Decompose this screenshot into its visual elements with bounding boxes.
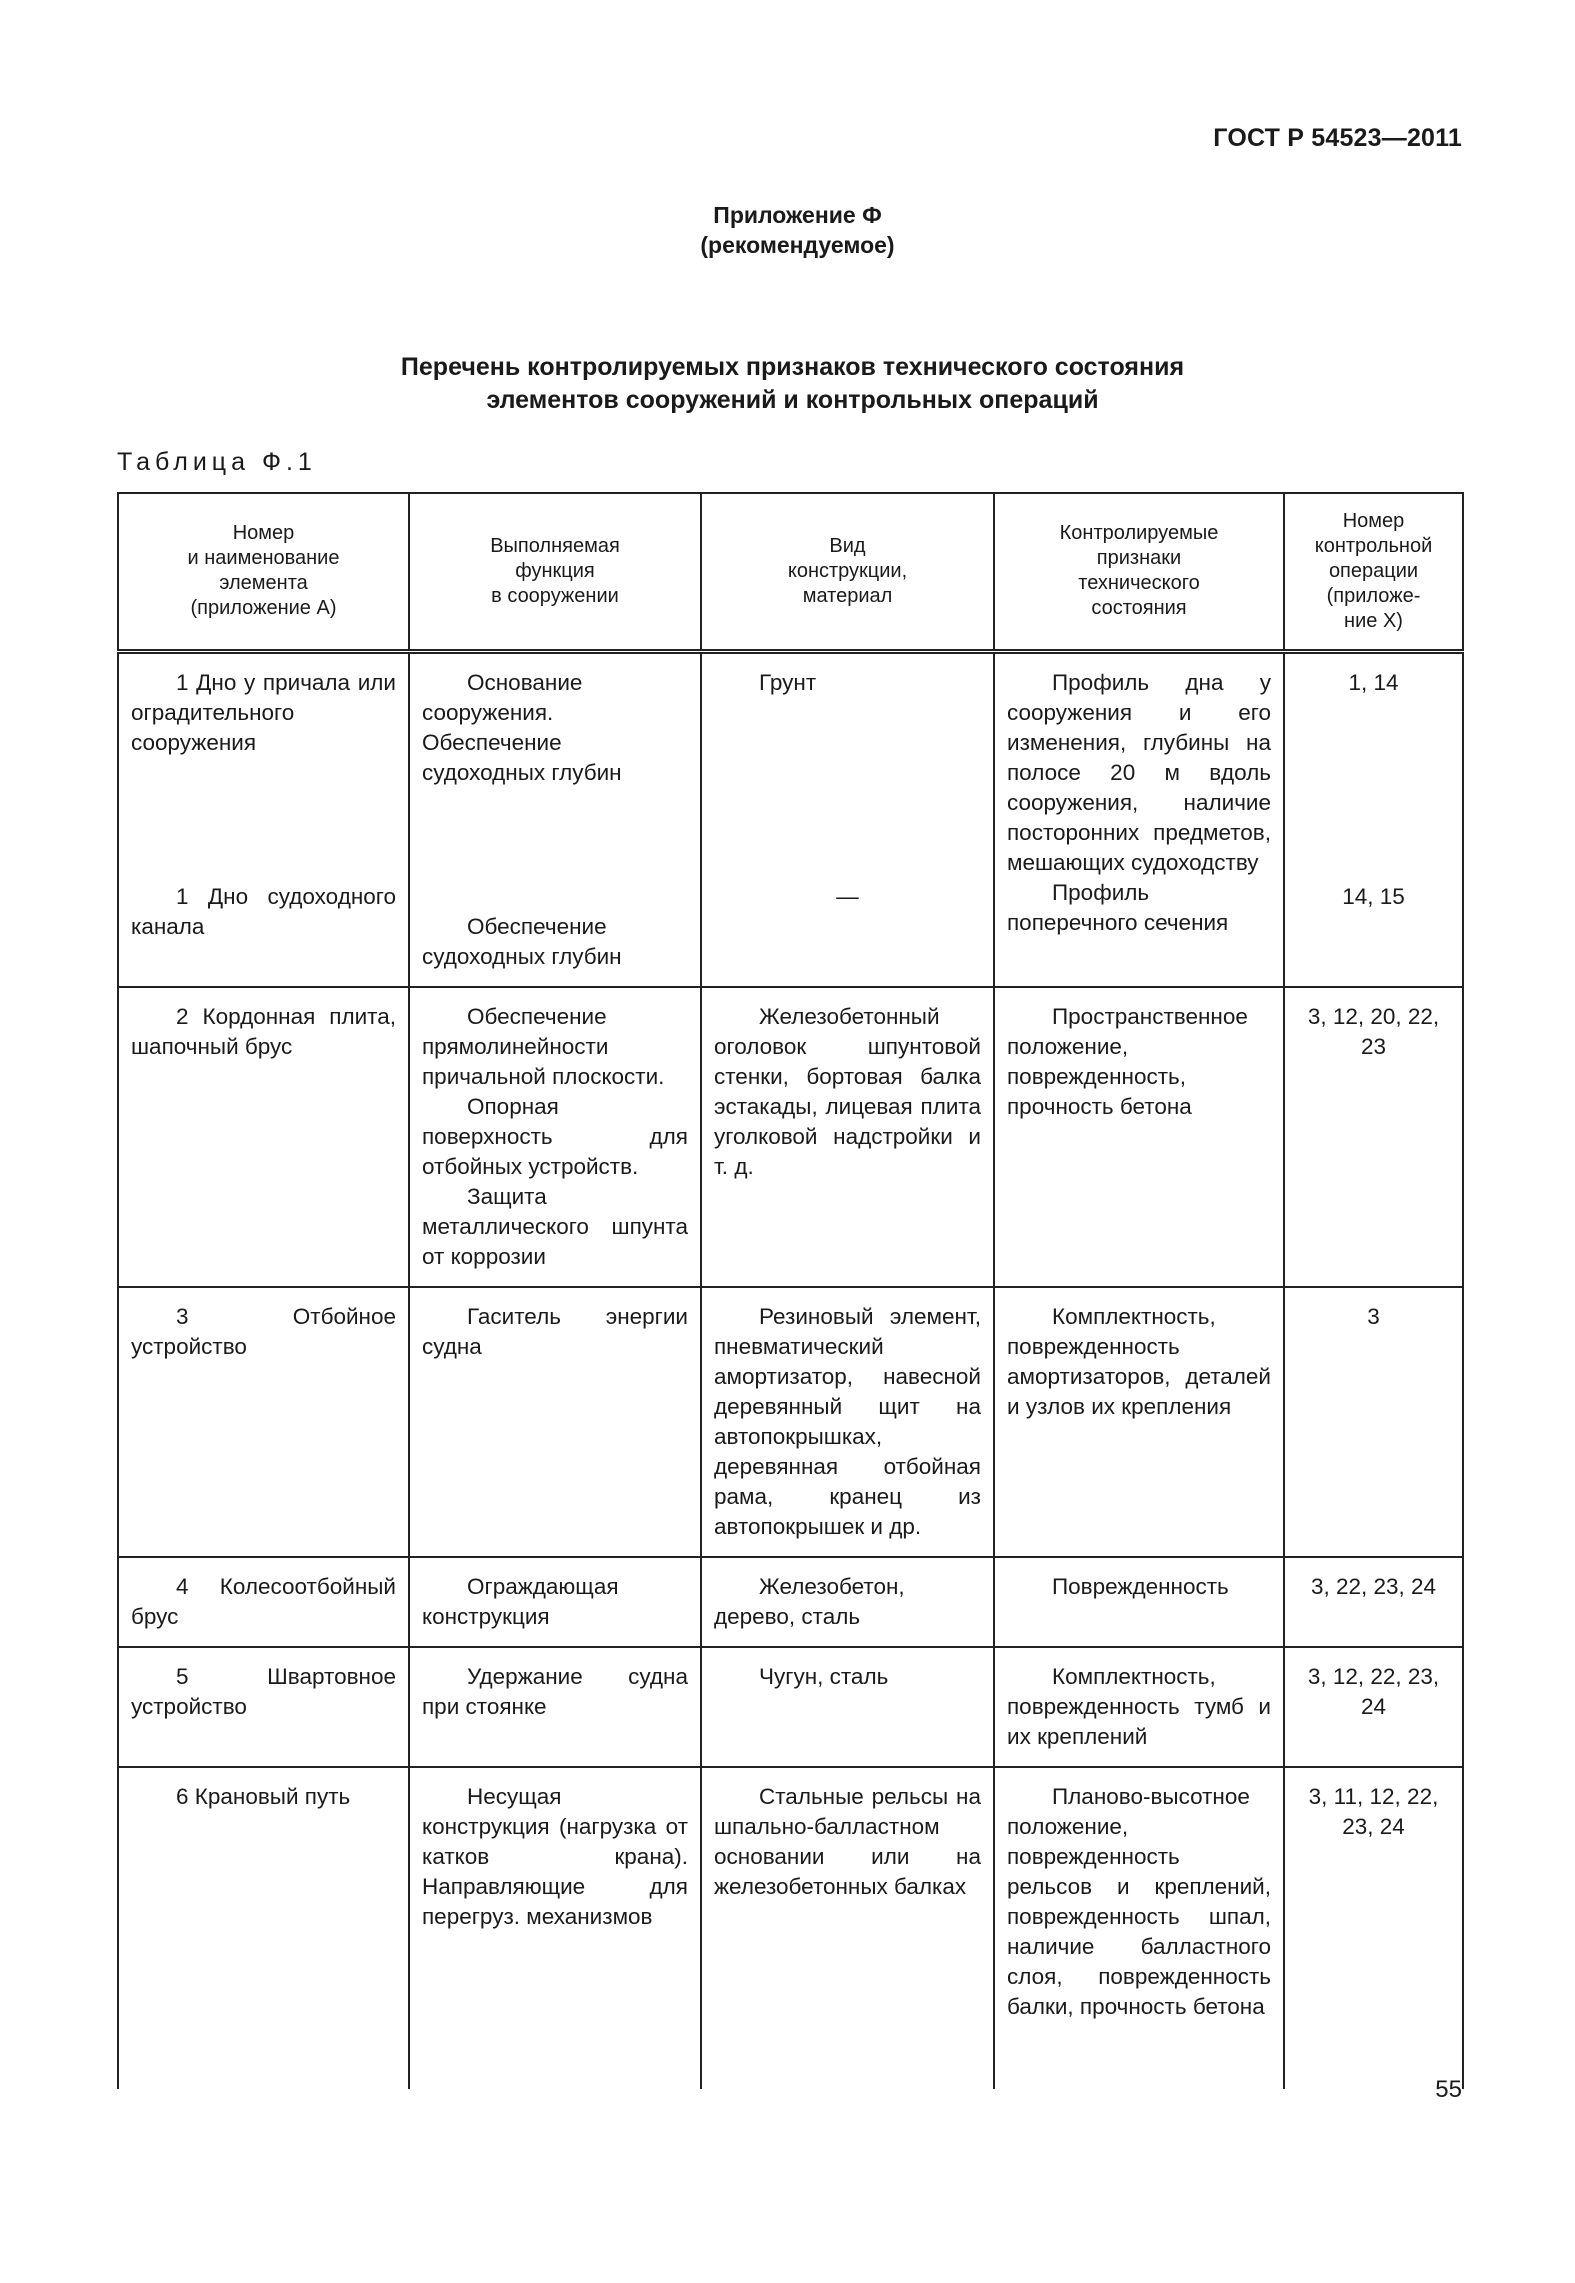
cell-function: Обеспечение прямолинейности причальной плоскости. Опорная поверхность для отбойных устройств. Защита металлического шпунта от коррозии (409, 987, 701, 1287)
cell-element: 2 Кордонная плита, шапочный брус (118, 987, 409, 1287)
table-header-row (118, 493, 1463, 651)
cell-element: 3 Отбойное устройство (118, 1287, 409, 1557)
annex-heading (0, 200, 1575, 260)
inspection-table (117, 492, 1464, 2089)
header-operations: Номер контрольной операции (приложе- ние Х) (1284, 493, 1463, 651)
cell-construction: Резиновый элемент, пневматический амортизатор, навесной деревянный щит на автопокрышках, деревянная отбойная рама, кранец из автопокрышек и др. (701, 1287, 994, 1557)
header-element: Номер и наименование элемента (приложение А) (118, 493, 409, 651)
table-title-line-2: элементов сооружений и контрольных операций (486, 386, 1099, 414)
cell-element: 6 Крановый путь (118, 1767, 409, 2089)
cell-element: 5 Швартовное устройство (118, 1647, 409, 1767)
cell-signs: Поврежденность (994, 1557, 1284, 1647)
table-row (118, 1647, 1463, 1767)
table-row (118, 1557, 1463, 1647)
cell-construction: Железобетонный оголовок шпунтовой стенки, бортовая балка эстакады, лицевая плита уголковой надстройки и т. д. (701, 987, 994, 1287)
table-row (118, 651, 1463, 987)
document-code: ГОСТ Р 54523—2011 (1213, 124, 1462, 152)
table-title (0, 351, 1575, 417)
cell-signs: Планово-высотное положение, поврежденность рельсов и креплений, поврежденность шпал, наличие балластного слоя, поврежденность балки, прочность бетона (994, 1767, 1284, 2089)
header-function: Выполняемая функция в сооружении (409, 493, 701, 651)
cell-operations: 3, 11, 12, 22, 23, 24 (1284, 1767, 1463, 2089)
cell-element: 1 Дно у причала или оградительного сооружения 1 Дно судоходного канала (118, 651, 409, 987)
cell-element: 4 Колесоотбойный брус (118, 1557, 409, 1647)
cell-function: Ограждающая конструкция (409, 1557, 701, 1647)
header-construction: Вид конструкции, материал (701, 493, 994, 651)
cell-operations: 3, 12, 20, 22, 23 (1284, 987, 1463, 1287)
page-number: 55 (1435, 2076, 1462, 2103)
cell-function: Несущая конструкция (нагрузка от катков крана). Направляющие для перегруз. механизмов (409, 1767, 701, 2089)
annex-title: Приложение Ф (713, 202, 882, 228)
cell-signs: Профиль дна у сооружения и его изменения, глубины на полосе 20 м вдоль сооружения, наличие посторонних предметов, мешающих судоходству Профиль поперечного сечения (994, 651, 1284, 987)
cell-operations: 3 (1284, 1287, 1463, 1557)
cell-function: Основание сооружения. Обеспечение судоходных глубин Обеспечение судоходных глубин (409, 651, 701, 987)
cell-function: Удержание судна при стоянке (409, 1647, 701, 1767)
cell-signs: Пространственное положение, поврежденность, прочность бетона (994, 987, 1284, 1287)
cell-operations: 1, 14 14, 15 (1284, 651, 1463, 987)
header-signs: Контролируемые признаки технического состояния (994, 493, 1284, 651)
cell-signs: Комплектность, поврежденность тумб и их креплений (994, 1647, 1284, 1767)
cell-signs: Комплектность, поврежденность амортизаторов, деталей и узлов их крепления (994, 1287, 1284, 1557)
cell-operations: 3, 22, 23, 24 (1284, 1557, 1463, 1647)
cell-construction: Стальные рельсы на шпально-балластном основании или на железобетонных балках (701, 1767, 994, 2089)
cell-construction: Железобетон, дерево, сталь (701, 1557, 994, 1647)
table-label: Таблица Ф.1 (117, 448, 317, 476)
table-row (118, 987, 1463, 1287)
cell-operations: 3, 12, 22, 23, 24 (1284, 1647, 1463, 1767)
annex-type: (рекомендуемое) (700, 232, 895, 258)
table-row (118, 1767, 1463, 2089)
cell-construction: Грунт — (701, 651, 994, 987)
table-row (118, 1287, 1463, 1557)
table-title-line-1: Перечень контролируемых признаков технического состояния (400, 353, 1185, 381)
cell-construction: Чугун, сталь (701, 1647, 994, 1767)
cell-function: Гаситель энергии судна (409, 1287, 701, 1557)
